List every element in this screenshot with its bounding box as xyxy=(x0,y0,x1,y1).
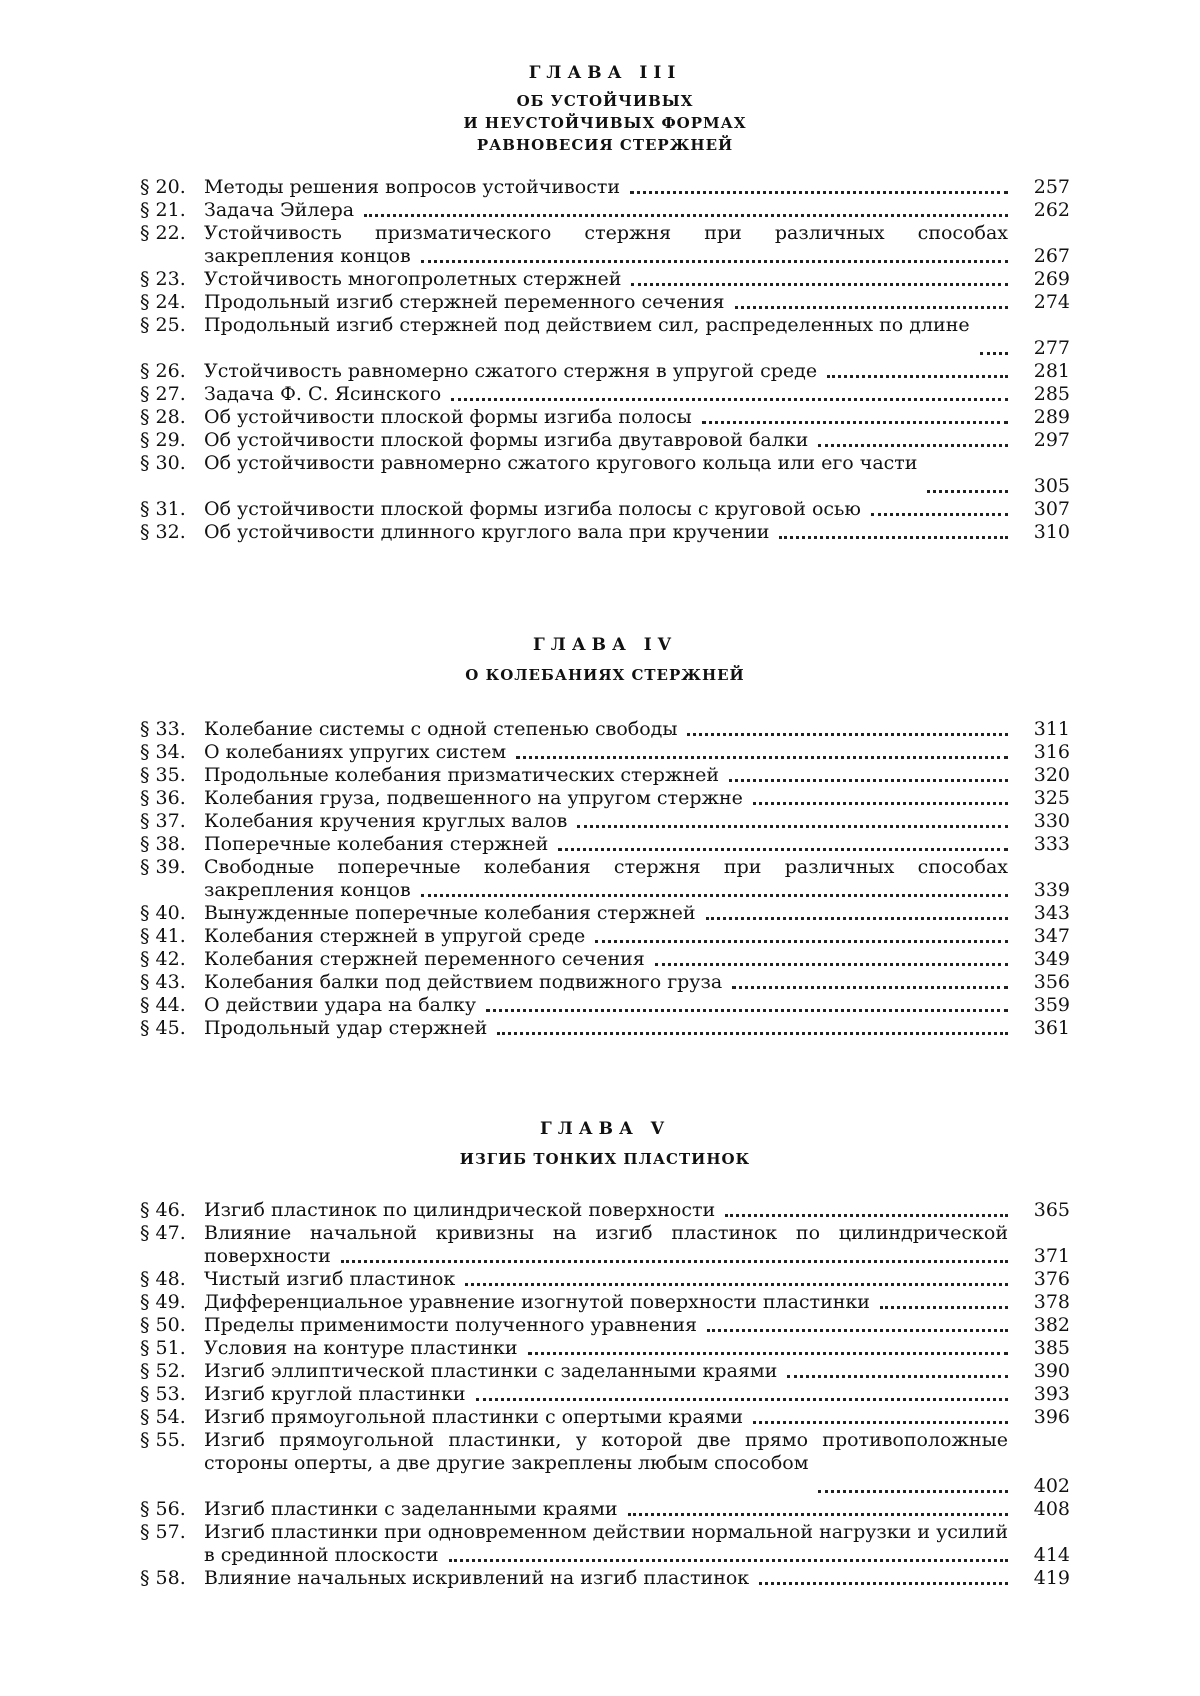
section-title-wrap xyxy=(204,948,1008,971)
dot-leader xyxy=(558,846,1008,851)
section-title: Об устойчивости плоской формы изгиба полосы xyxy=(204,406,698,428)
section-title: Изгиб пластинки с заделанными краями xyxy=(204,1498,624,1520)
dot-leader xyxy=(927,488,1008,493)
section-title-wrap xyxy=(204,360,1008,383)
chapter-title-line: О КОЛЕБАНИЯХ СТЕРЖНЕЙ xyxy=(465,666,745,684)
section-number: § 40. xyxy=(140,902,186,924)
toc-entry xyxy=(140,199,1070,222)
section-title: Колебание системы с одной степенью свободы xyxy=(204,718,683,740)
toc-entry xyxy=(140,994,1070,1017)
section-title: Продольный изгиб стержней под действием сил, распределенных по длине xyxy=(204,314,976,336)
section-title: Изгиб пластинки при одновременном действии нормальной нагрузки и усилий в срединной плоскости xyxy=(204,1521,1008,1566)
toc-entry xyxy=(140,383,1070,406)
page-number: 289 xyxy=(1033,406,1070,428)
toc-entry xyxy=(140,741,1070,764)
dot-leader xyxy=(787,1373,1008,1378)
chapter-5-heading xyxy=(140,1118,1070,1170)
section-title: Колебания стержней в упругой среде xyxy=(204,925,591,947)
section-title: Задача Эйлера xyxy=(204,199,360,221)
section-title-wrap xyxy=(204,971,1008,994)
section-title-wrap xyxy=(204,994,1008,1017)
dot-leader xyxy=(735,304,1008,309)
page-number: 316 xyxy=(1033,741,1070,763)
dot-leader xyxy=(753,1419,1008,1424)
section-title-wrap xyxy=(204,1314,1008,1337)
page-number: 305 xyxy=(1033,475,1070,497)
chapter-4-heading xyxy=(140,634,1070,686)
section-number: § 58. xyxy=(140,1567,186,1589)
section-number: § 47. xyxy=(140,1222,186,1244)
section-title-wrap xyxy=(204,498,1008,521)
page-number: 390 xyxy=(1033,1360,1070,1382)
section-number: § 24. xyxy=(140,291,186,313)
section-title-wrap xyxy=(204,1017,1008,1040)
section-number: § 48. xyxy=(140,1268,186,1290)
chapter-title-line: ОБ УСТОЙЧИВЫХ xyxy=(516,92,694,110)
section-number: § 22. xyxy=(140,222,186,244)
page-number: 385 xyxy=(1033,1337,1070,1359)
section-title: Устойчивость многопролетных стержней xyxy=(204,268,627,290)
toc-entry xyxy=(140,1017,1070,1040)
toc-entry xyxy=(140,176,1070,199)
section-number: § 20. xyxy=(140,176,186,198)
section-number: § 25. xyxy=(140,314,186,336)
dot-leader xyxy=(707,1327,1008,1332)
dot-leader xyxy=(364,212,1008,217)
section-number: § 52. xyxy=(140,1360,186,1382)
toc-entry xyxy=(140,971,1070,994)
dot-leader xyxy=(577,823,1008,828)
page-number: 382 xyxy=(1033,1314,1070,1336)
page-number: 349 xyxy=(1033,948,1070,970)
section-number: § 29. xyxy=(140,429,186,451)
page-number: 371 xyxy=(1033,1245,1070,1267)
toc-entry xyxy=(140,1268,1070,1291)
toc-entry xyxy=(140,1314,1070,1337)
toc-entry xyxy=(140,314,1070,360)
section-title: Свободные поперечные колебания стержня при различных способах закрепления концов xyxy=(204,856,1008,901)
toc-entry xyxy=(140,1567,1070,1590)
section-number: § 33. xyxy=(140,718,186,740)
dot-leader xyxy=(630,189,1008,194)
toc-entry xyxy=(140,925,1070,948)
section-title-wrap xyxy=(204,1291,1008,1314)
dot-leader xyxy=(871,511,1008,516)
section-number: § 50. xyxy=(140,1314,186,1336)
chapter-label: ГЛАВА III xyxy=(528,63,682,83)
dot-leader xyxy=(779,534,1008,539)
page-number: 274 xyxy=(1033,291,1070,313)
section-title: Колебания балки под действием подвижного груза xyxy=(204,971,728,993)
section-title: Чистый изгиб пластинок xyxy=(204,1268,461,1290)
section-number: § 34. xyxy=(140,741,186,763)
toc-entry xyxy=(140,1498,1070,1521)
section-number: § 38. xyxy=(140,833,186,855)
page-number: 307 xyxy=(1033,498,1070,520)
toc-entry xyxy=(140,498,1070,521)
section-title-wrap xyxy=(204,291,1008,314)
dot-leader xyxy=(880,1304,1008,1309)
section-title-wrap xyxy=(204,199,1008,222)
toc-entry xyxy=(140,764,1070,787)
dot-leader xyxy=(732,984,1008,989)
section-title: Влияние начальных искривлений на изгиб пластинок xyxy=(204,1567,755,1589)
section-title-wrap xyxy=(204,1268,1008,1291)
section-title: Изгиб эллиптической пластинки с заделанными краями xyxy=(204,1360,783,1382)
dot-leader xyxy=(476,1396,1009,1401)
page-number: 343 xyxy=(1033,902,1070,924)
section-number: § 45. xyxy=(140,1017,186,1039)
page-number: 356 xyxy=(1033,971,1070,993)
section-title: Дифференциальное уравнение изогнутой поверхности пластинки xyxy=(204,1291,876,1313)
dot-leader xyxy=(687,731,1008,736)
section-number: § 26. xyxy=(140,360,186,382)
dot-leader xyxy=(465,1281,1008,1286)
section-title-wrap xyxy=(204,764,1008,787)
section-title: Об устойчивости длинного круглого вала при кручении xyxy=(204,521,775,543)
section-number: § 42. xyxy=(140,948,186,970)
section-number: § 41. xyxy=(140,925,186,947)
section-title-wrap xyxy=(204,810,1008,833)
page-number: 419 xyxy=(1033,1567,1070,1589)
section-number: § 36. xyxy=(140,787,186,809)
page-number: 277 xyxy=(1033,337,1070,359)
toc-entry xyxy=(140,291,1070,314)
page-number: 310 xyxy=(1033,521,1070,543)
chapter-label: ГЛАВА V xyxy=(540,1119,670,1139)
dot-leader xyxy=(759,1580,1008,1585)
page-number: 396 xyxy=(1033,1406,1070,1428)
section-title-wrap xyxy=(204,1498,1008,1521)
page-number: 262 xyxy=(1033,199,1070,221)
section-number: § 30. xyxy=(140,452,186,474)
page-number: 333 xyxy=(1033,833,1070,855)
section-title-wrap xyxy=(204,314,1008,337)
toc-entry xyxy=(140,1337,1070,1360)
section-number: § 39. xyxy=(140,856,186,878)
page-number: 393 xyxy=(1033,1383,1070,1405)
page-number: 359 xyxy=(1033,994,1070,1016)
dot-leader xyxy=(827,373,1008,378)
dot-leader xyxy=(655,961,1008,966)
section-title: Устойчивость призматического стержня при различных способах закрепления концов xyxy=(204,222,1008,267)
section-title-wrap xyxy=(204,1337,1008,1360)
dot-leader xyxy=(706,915,1009,920)
toc-entry xyxy=(140,1383,1070,1406)
chapter-title-line: ИЗГИБ ТОНКИХ ПЛАСТИНОК xyxy=(459,1150,751,1168)
section-number: § 46. xyxy=(140,1199,186,1221)
section-title-wrap xyxy=(204,1360,1008,1383)
section-title: Изгиб прямоугольной пластинки, у которой две прямо противоположные стороны оперты, а две другие закреплены любым способом xyxy=(204,1429,1008,1474)
toc-entry xyxy=(140,452,1070,498)
section-title-wrap xyxy=(204,741,1008,764)
section-number: § 55. xyxy=(140,1429,186,1451)
section-title: Изгиб пластинок по цилиндрической поверхности xyxy=(204,1199,721,1221)
toc-entry xyxy=(140,810,1070,833)
dot-leader xyxy=(818,442,1008,447)
toc-entry xyxy=(140,268,1070,291)
toc-entry xyxy=(140,902,1070,925)
section-title: Пределы применимости полученного уравнения xyxy=(204,1314,703,1336)
section-title-wrap xyxy=(204,429,1008,452)
toc-entry xyxy=(140,833,1070,856)
section-title-wrap xyxy=(204,1199,1008,1222)
section-title: Поперечные колебания стержней xyxy=(204,833,554,855)
section-title: Изгиб прямоугольной пластинки с опертыми краями xyxy=(204,1406,749,1428)
section-title-wrap xyxy=(204,521,1008,544)
page-number: 365 xyxy=(1033,1199,1070,1221)
dot-leader xyxy=(702,419,1008,424)
section-title-wrap xyxy=(204,452,1008,475)
page-number: 325 xyxy=(1033,787,1070,809)
section-number: § 35. xyxy=(140,764,186,786)
toc-entry xyxy=(140,1291,1070,1314)
section-title: Устойчивость равномерно сжатого стержня в упругой среде xyxy=(204,360,823,382)
page-number: 281 xyxy=(1033,360,1070,382)
dot-leader xyxy=(628,1511,1008,1516)
toc-entry xyxy=(140,856,1070,902)
toc-entry xyxy=(140,222,1070,268)
section-title: Продольный изгиб стержней переменного сечения xyxy=(204,291,731,313)
page-number: 311 xyxy=(1033,718,1070,740)
dot-leader xyxy=(980,350,1008,355)
section-title: Колебания стержней переменного сечения xyxy=(204,948,651,970)
chapter-title xyxy=(140,664,1070,686)
section-title: Об устойчивости плоской формы изгиба двутавровой балки xyxy=(204,429,814,451)
chapter-title-line: РАВНОВЕСИЯ СТЕРЖНЕЙ xyxy=(476,136,734,154)
section-title: Об устойчивости равномерно сжатого кругового кольца или его части xyxy=(204,452,923,474)
toc-entry xyxy=(140,787,1070,810)
toc-entry xyxy=(140,1360,1070,1383)
section-number: § 32. xyxy=(140,521,186,543)
section-title: Методы решения вопросов устойчивости xyxy=(204,176,626,198)
chapter-title xyxy=(140,90,1070,156)
section-title-wrap xyxy=(204,1567,1008,1590)
section-title-wrap xyxy=(204,1406,1008,1429)
chapter-3-heading xyxy=(140,62,1070,156)
section-title: Об устойчивости плоской формы изгиба полосы с круговой осью xyxy=(204,498,867,520)
section-title-wrap xyxy=(204,833,1008,856)
section-title-wrap xyxy=(204,383,1008,406)
dot-leader xyxy=(753,800,1008,805)
toc-entry xyxy=(140,1406,1070,1429)
section-title: Продольные колебания призматических стержней xyxy=(204,764,725,786)
section-number: § 57. xyxy=(140,1521,186,1543)
page-number: 378 xyxy=(1033,1291,1070,1313)
dot-leader xyxy=(486,1007,1008,1012)
toc-entry xyxy=(140,429,1070,452)
dot-leader xyxy=(595,938,1008,943)
section-number: § 31. xyxy=(140,498,186,520)
toc-entry xyxy=(140,360,1070,383)
toc-entry xyxy=(140,406,1070,429)
dot-leader xyxy=(725,1212,1008,1217)
chapter-label: ГЛАВА IV xyxy=(533,635,677,655)
page-number: 297 xyxy=(1033,429,1070,451)
section-title: Изгиб круглой пластинки xyxy=(204,1383,472,1405)
section-title: Продольный удар стержней xyxy=(204,1017,493,1039)
dot-leader xyxy=(449,1557,1008,1562)
page-number: 267 xyxy=(1033,245,1070,267)
section-number: § 44. xyxy=(140,994,186,1016)
page-number: 339 xyxy=(1033,879,1070,901)
toc-entry xyxy=(140,1199,1070,1222)
section-title: О действии удара на балку xyxy=(204,994,482,1016)
chapter-title xyxy=(140,1148,1070,1170)
section-title: Условия на контуре пластинки xyxy=(204,1337,524,1359)
toc-entry xyxy=(140,1521,1070,1567)
section-number: § 37. xyxy=(140,810,186,832)
section-number: § 28. xyxy=(140,406,186,428)
section-title-wrap xyxy=(204,925,1008,948)
dot-leader xyxy=(631,281,1008,286)
toc-chapter-5 xyxy=(140,1199,1070,1590)
section-title-wrap xyxy=(204,268,1008,291)
toc-entry xyxy=(140,1429,1070,1498)
toc-entry xyxy=(140,718,1070,741)
page-number: 285 xyxy=(1033,383,1070,405)
page-number: 361 xyxy=(1033,1017,1070,1039)
section-title-wrap xyxy=(204,176,1008,199)
section-number: § 27. xyxy=(140,383,186,405)
dot-leader xyxy=(497,1030,1008,1035)
section-number: § 54. xyxy=(140,1406,186,1428)
section-number: § 49. xyxy=(140,1291,186,1313)
toc-chapter-4 xyxy=(140,718,1070,1040)
section-title-wrap xyxy=(204,1383,1008,1406)
dot-leader xyxy=(341,1258,1008,1263)
section-title: Колебания кручения круглых валов xyxy=(204,810,573,832)
toc-chapter-3 xyxy=(140,176,1070,544)
section-title-wrap xyxy=(204,787,1008,810)
section-title: О колебаниях упругих систем xyxy=(204,741,512,763)
page-number: 376 xyxy=(1033,1268,1070,1290)
section-number: § 23. xyxy=(140,268,186,290)
dot-leader xyxy=(528,1350,1009,1355)
page-number: 257 xyxy=(1033,176,1070,198)
page-number: 414 xyxy=(1033,1544,1070,1566)
page-number: 347 xyxy=(1033,925,1070,947)
page-number: 330 xyxy=(1033,810,1070,832)
section-number: § 43. xyxy=(140,971,186,993)
section-title: Вынужденные поперечные колебания стержней xyxy=(204,902,702,924)
dot-leader xyxy=(421,258,1008,263)
dot-leader xyxy=(729,777,1008,782)
dot-leader xyxy=(451,396,1008,401)
section-number: § 56. xyxy=(140,1498,186,1520)
dot-leader xyxy=(516,754,1008,759)
page-number: 408 xyxy=(1033,1498,1070,1520)
toc-entry xyxy=(140,948,1070,971)
section-title: Колебания груза, подвешенного на упругом стержне xyxy=(204,787,749,809)
page-number: 402 xyxy=(1033,1475,1070,1497)
toc-entry xyxy=(140,1222,1070,1268)
section-number: § 53. xyxy=(140,1383,186,1405)
section-number: § 51. xyxy=(140,1337,186,1359)
page-number: 269 xyxy=(1033,268,1070,290)
section-title-wrap xyxy=(204,718,1008,741)
dot-leader xyxy=(421,892,1008,897)
page-number: 320 xyxy=(1033,764,1070,786)
chapter-title-line: И НЕУСТОЙЧИВЫХ ФОРМАХ xyxy=(463,114,747,132)
dot-leader xyxy=(818,1488,1008,1493)
section-title: Задача Ф. С. Ясинского xyxy=(204,383,447,405)
toc-entry xyxy=(140,521,1070,544)
section-title-wrap xyxy=(204,902,1008,925)
section-title-wrap xyxy=(204,406,1008,429)
section-number: § 21. xyxy=(140,199,186,221)
section-title: Влияние начальной кривизны на изгиб пластинок по цилиндрической поверхности xyxy=(204,1222,1008,1267)
section-title-wrap xyxy=(204,1429,1008,1475)
